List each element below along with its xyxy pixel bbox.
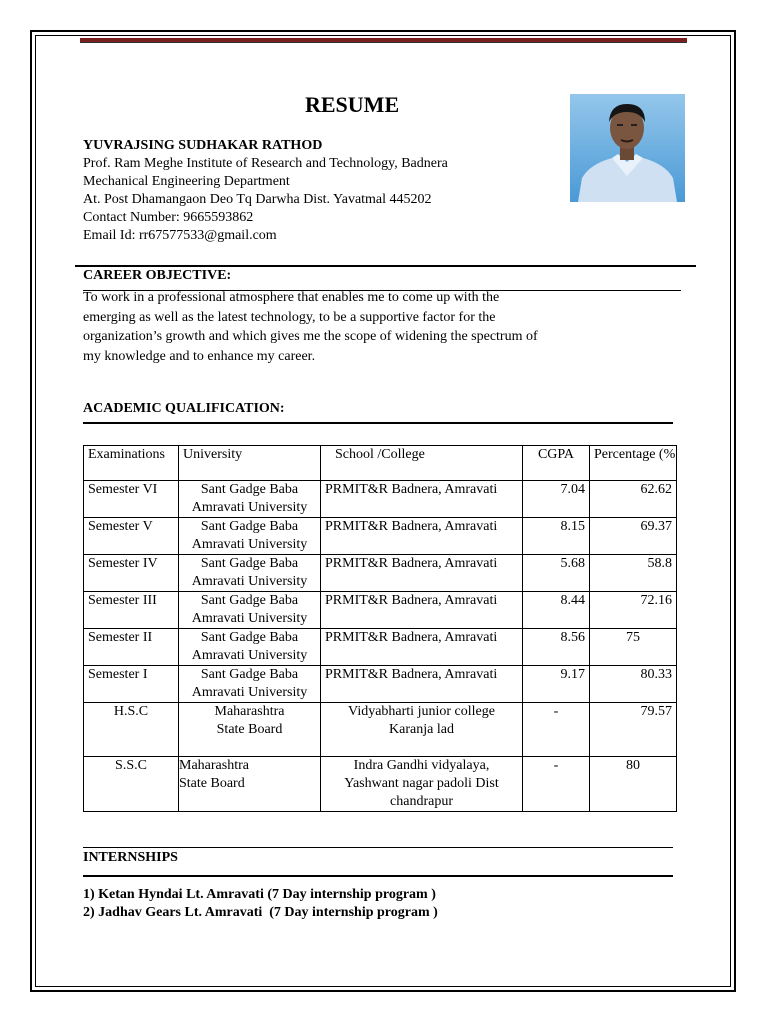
university-line: Sant Gadge Baba — [200, 519, 299, 534]
cgpa-cell: 8.44 — [523, 592, 590, 629]
academic-table — [83, 445, 677, 812]
exam-cell: S.S.C — [84, 757, 179, 812]
divider — [83, 875, 673, 877]
table-header-row — [84, 446, 677, 481]
university-line: Maharashtra — [179, 758, 249, 773]
internships-heading: INTERNSHIPS — [83, 850, 178, 865]
university-line: Sant Gadge Baba — [200, 482, 299, 497]
university-line: Amravati University — [191, 648, 308, 663]
percentage-cell: 62.62 — [590, 481, 677, 518]
exam-cell: Semester VI — [84, 481, 179, 518]
address: At. Post Dhamangaon Deo Tq Darwha Dist. Yavatmal 445202 — [83, 192, 432, 207]
college-line: Karanja lad — [389, 722, 454, 737]
list-item: 2) Jadhav Gears Lt. Amravati (7 Day internship program ) — [83, 905, 438, 920]
exam-cell: Semester III — [84, 592, 179, 629]
table-row — [84, 555, 677, 592]
percentage-cell: 58.8 — [590, 555, 677, 592]
list-item: 1) Ketan Hyndai Lt. Amravati (7 Day internship program ) — [83, 887, 436, 902]
divider — [83, 847, 673, 848]
university-line: Maharashtra — [214, 704, 285, 719]
contact-header — [83, 137, 448, 245]
table-row — [84, 666, 677, 703]
table-row — [84, 481, 677, 518]
university-cell — [179, 592, 321, 629]
university-line: Sant Gadge Baba — [200, 630, 299, 645]
table-row — [84, 757, 677, 812]
university-line: State Board — [216, 722, 283, 737]
university-cell — [179, 666, 321, 703]
university-cell — [179, 481, 321, 518]
table-row — [84, 703, 677, 757]
career-objective-text — [83, 288, 603, 366]
percentage-cell: 72.16 — [590, 592, 677, 629]
university-line: Amravati University — [191, 574, 308, 589]
resume-title: RESUME — [305, 92, 400, 117]
objective-line: emerging as well as the latest technology, to be a supportive factor for the — [83, 309, 496, 325]
divider — [83, 422, 673, 424]
university-line: Amravati University — [191, 500, 308, 515]
institute: Prof. Ram Meghe Institute of Research and Technology, Badnera — [83, 156, 448, 171]
college-line: Yashwant nagar padoli Dist — [344, 776, 499, 791]
exam-cell: Semester II — [84, 629, 179, 666]
column-header: School /College — [321, 446, 523, 481]
table-row — [84, 518, 677, 555]
cgpa-cell: 7.04 — [523, 481, 590, 518]
objective-line: my knowledge and to enhance my career. — [83, 348, 316, 364]
internships-list — [83, 886, 438, 922]
exam-cell: H.S.C — [84, 703, 179, 757]
university-line: Amravati University — [191, 537, 308, 552]
college-cell: PRMIT&R Badnera, Amravati — [321, 592, 523, 629]
exam-cell: Semester V — [84, 518, 179, 555]
exam-cell: Semester I — [84, 666, 179, 703]
university-cell — [179, 555, 321, 592]
department: Mechanical Engineering Department — [83, 174, 290, 189]
university-line: Amravati University — [191, 685, 308, 700]
exam-cell: Semester IV — [84, 555, 179, 592]
contact-number: Contact Number: 9665593862 — [83, 210, 254, 225]
college-cell: PRMIT&R Badnera, Amravati — [321, 518, 523, 555]
university-cell — [179, 518, 321, 555]
cgpa-cell: 5.68 — [523, 555, 590, 592]
table-row — [84, 629, 677, 666]
college-line: chandrapur — [390, 794, 453, 809]
university-cell — [179, 629, 321, 666]
college-line: Vidyabharti junior college — [348, 704, 495, 719]
email: Email Id: rr67577533@gmail.com — [83, 228, 277, 243]
university-cell — [179, 757, 321, 812]
academic-qualification-heading: ACADEMIC QUALIFICATION: — [83, 401, 285, 416]
top-decorative-rule — [80, 38, 687, 43]
college-cell: PRMIT&R Badnera, Amravati — [321, 555, 523, 592]
cgpa-cell: 8.56 — [523, 629, 590, 666]
college-line: Indra Gandhi vidyalaya, — [353, 758, 490, 773]
percentage-cell: 75 — [590, 629, 677, 666]
objective-line: organization’s growth and which gives me the scope of widening the spectrum of — [83, 329, 538, 344]
university-line: Sant Gadge Baba — [200, 667, 299, 682]
column-header: Percentage (% — [590, 446, 677, 481]
cgpa-cell: 8.15 — [523, 518, 590, 555]
college-cell: PRMIT&R Badnera, Amravati — [321, 481, 523, 518]
cgpa-cell: - — [523, 757, 590, 812]
career-objective-heading: CAREER OBJECTIVE: — [83, 268, 232, 283]
college-cell — [321, 703, 523, 757]
table-row — [84, 592, 677, 629]
percentage-cell: 79.57 — [590, 703, 677, 757]
divider — [75, 265, 696, 267]
college-cell: PRMIT&R Badnera, Amravati — [321, 629, 523, 666]
percentage-cell: 80.33 — [590, 666, 677, 703]
profile-photo — [570, 94, 685, 202]
column-header: Examinations — [84, 446, 179, 481]
cgpa-cell: 9.17 — [523, 666, 590, 703]
university-cell — [179, 703, 321, 757]
objective-line: To work in a professional atmosphere that enables me to come up with the — [83, 290, 500, 305]
percentage-cell: 69.37 — [590, 518, 677, 555]
college-cell: PRMIT&R Badnera, Amravati — [321, 666, 523, 703]
university-line: Sant Gadge Baba — [200, 593, 299, 608]
university-line: State Board — [179, 776, 245, 791]
candidate-name: YUVRAJSING SUDHAKAR RATHOD — [83, 138, 323, 153]
college-cell — [321, 757, 523, 812]
column-header: CGPA — [523, 446, 590, 481]
column-header: University — [179, 446, 321, 481]
university-line: Sant Gadge Baba — [200, 556, 299, 571]
cgpa-cell: - — [523, 703, 590, 757]
university-line: Amravati University — [191, 611, 308, 626]
percentage-cell: 80 — [590, 757, 677, 812]
